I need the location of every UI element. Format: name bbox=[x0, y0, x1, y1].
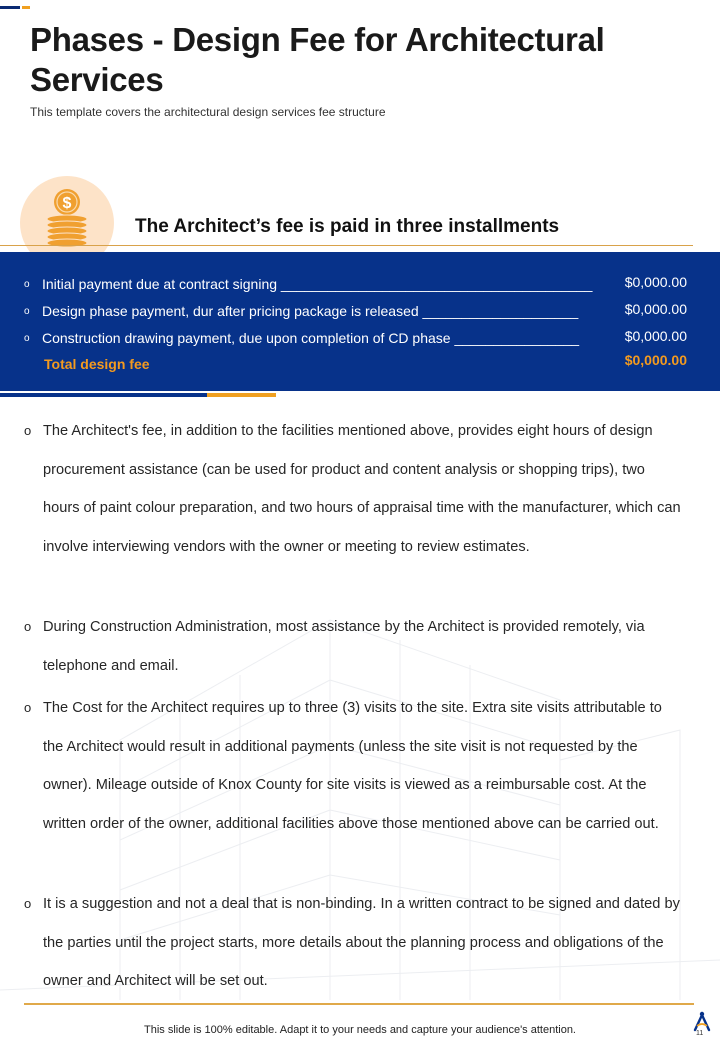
bullet-paragraph bbox=[24, 689, 684, 843]
payment-label: Initial payment due at contract signing ________________________________________ bbox=[42, 276, 593, 292]
bullet-paragraph bbox=[24, 412, 684, 566]
banner-title: The Architect’s fee is paid in three installments bbox=[135, 216, 560, 237]
payment-amount: $0,000.00 bbox=[624, 301, 687, 317]
page-title: Phases - Design Fee for Architectural Services bbox=[30, 21, 605, 98]
dollar-coins-icon bbox=[34, 186, 100, 252]
page-number: 11 bbox=[696, 1030, 704, 1037]
bullet-icon: o bbox=[24, 279, 30, 290]
svg-text:$: $ bbox=[62, 195, 72, 212]
payment-label: Design phase payment, dur after pricing package is released ____________________ bbox=[42, 303, 579, 319]
footer-note: This slide is 100% editable. Adapt it to your needs and capture your audience's attention. bbox=[144, 1024, 576, 1036]
bullet-paragraph bbox=[24, 885, 684, 1001]
total-label: Total design fee bbox=[44, 356, 150, 372]
bullet-icon: o bbox=[24, 896, 32, 911]
paragraph-text: The Architect's fee, in addition to the facilities mentioned above, provides eight hours of design procurement assistance (can be used for product and content analysis or shopping trips), two hours of paint colour preparation, and two hours of appraisal time with the manufacturer, which can involve interviewing vendors with the owner or meeting to review estimates. bbox=[43, 423, 681, 555]
divider-navy bbox=[0, 393, 207, 397]
payment-amount: $0,000.00 bbox=[624, 274, 687, 290]
page-subtitle: This template covers the architectural design services fee structure bbox=[30, 105, 386, 119]
payment-row bbox=[24, 276, 694, 296]
bullet-icon: o bbox=[24, 333, 30, 344]
payment-row bbox=[24, 330, 694, 350]
banner-divider bbox=[0, 245, 693, 246]
top-accent-navy bbox=[0, 6, 20, 9]
footer-divider bbox=[24, 1003, 694, 1005]
bullet-icon: o bbox=[24, 306, 30, 317]
payment-row bbox=[24, 303, 694, 323]
payment-label: Construction drawing payment, due upon completion of CD phase ________________ bbox=[42, 330, 580, 346]
paragraph-text: During Construction Administration, most assistance by the Architect is provided remotely, via telephone and email. bbox=[43, 619, 645, 674]
bullet-icon: o bbox=[24, 423, 32, 438]
top-accent-orange bbox=[22, 6, 30, 9]
payment-amount: $0,000.00 bbox=[624, 328, 687, 344]
paragraph-text: It is a suggestion and not a deal that is non-binding. In a written contract to be signed and dated by the parties until the project starts, more details about the planning process and obligations of the owner and Architect will be set out. bbox=[43, 896, 680, 989]
bullet-icon: o bbox=[24, 619, 32, 634]
bullet-icon: o bbox=[24, 700, 32, 715]
divider-orange bbox=[207, 393, 276, 397]
paragraph-text: The Cost for the Architect requires up to three (3) visits to the site. Extra site visits attributable to the Architect would result in additional payments (unless the site visit is not requested by the owner). Mileage outside of Knox County for site visits is viewed as a reimbursable cost. At the written order of the owner, additional facilities above those mentioned above can be carried out. bbox=[43, 700, 662, 832]
total-amount: $0,000.00 bbox=[624, 352, 687, 368]
bullet-paragraph bbox=[24, 608, 684, 685]
